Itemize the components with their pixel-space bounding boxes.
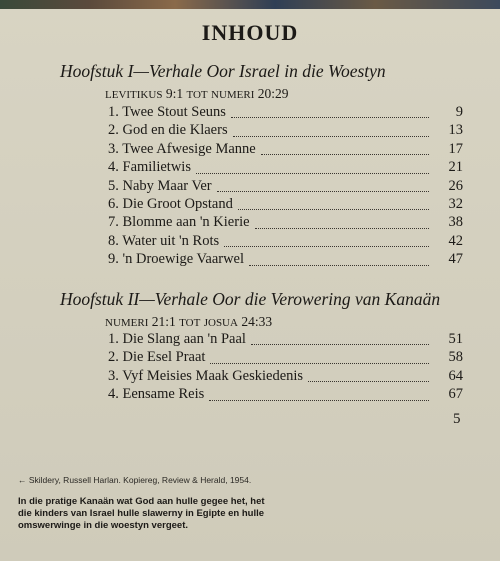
toc-entry-title bbox=[108, 386, 207, 403]
toc-entry-title bbox=[108, 159, 194, 176]
toc-entry-page: 51 bbox=[448, 331, 463, 347]
chapter-2-contents-list bbox=[108, 331, 463, 405]
toc-entry-page: 42 bbox=[448, 232, 463, 249]
toc-entry-number: 5. bbox=[108, 177, 119, 194]
toc-entry-title bbox=[108, 251, 247, 268]
toc-entry-text: Die Groot Opstand bbox=[122, 195, 233, 212]
toc-entry-page: 47 bbox=[448, 251, 463, 268]
toc-entry-number: 2. bbox=[108, 122, 119, 139]
toc-entry-title bbox=[108, 349, 208, 366]
toc-entry-text: Familietwis bbox=[122, 159, 191, 176]
toc-entry-page: 13 bbox=[448, 122, 463, 139]
range-book-end: JOSUA bbox=[203, 317, 238, 329]
toc-entry-page: 32 bbox=[448, 195, 463, 212]
toc-entry bbox=[108, 178, 463, 196]
illustration-edge bbox=[0, 0, 500, 9]
range-book-start: NUMERI bbox=[105, 317, 149, 329]
toc-entry-page: 21 bbox=[448, 159, 463, 176]
range-tot: TOT bbox=[179, 317, 201, 329]
range-book-start: LEVITIKUS bbox=[105, 89, 163, 101]
chapter-2-scripture-range bbox=[105, 314, 272, 330]
toc-entry-number: 9. bbox=[108, 251, 119, 268]
chapter-1-scripture-range bbox=[105, 86, 289, 102]
range-book-end: NUMERI bbox=[211, 89, 255, 101]
dot-leader bbox=[224, 245, 429, 247]
toc-entry-number: 1. bbox=[108, 331, 119, 347]
toc-entry-text: Naby Maar Ver bbox=[122, 177, 212, 194]
toc-entry-number: 4. bbox=[108, 386, 119, 403]
toc-entry-title bbox=[108, 368, 306, 385]
toc-entry bbox=[108, 196, 463, 214]
toc-entry-title bbox=[108, 196, 236, 213]
chapter-1-heading: Hoofstuk I—Verhale Oor Israel in die Woestyn bbox=[60, 61, 386, 81]
dot-leader bbox=[261, 153, 429, 155]
page-title: INHOUD bbox=[201, 20, 299, 45]
dot-leader bbox=[210, 362, 429, 364]
toc-entry-text: Die Esel Praat bbox=[122, 349, 206, 366]
toc-entry-page: 9 bbox=[455, 104, 463, 120]
toc-entry-page: 58 bbox=[448, 349, 463, 366]
toc-entry-number: 6. bbox=[108, 195, 119, 212]
image-credit: ← Skildery, Russell Harlan. Kopiereg, Review & Herald, 1954. bbox=[18, 475, 252, 485]
toc-entry bbox=[108, 122, 463, 140]
range-ref-end: 20:29 bbox=[257, 86, 289, 101]
toc-entry-text: Blomme aan 'n Kierie bbox=[122, 214, 250, 231]
image-caption: In die pratige Kanaän wat God aan hulle gegee het, het die kinders van Israel hulle slawerny in Egipte en hulle omswerwinge in die woestyn vergeet. bbox=[18, 496, 265, 531]
toc-entry-page: 64 bbox=[448, 367, 463, 384]
toc-entry-title bbox=[108, 331, 249, 348]
toc-entry-number: 4. bbox=[108, 159, 119, 176]
toc-entry bbox=[108, 331, 463, 349]
toc-entry-title bbox=[108, 104, 229, 121]
toc-entry-title bbox=[108, 178, 215, 195]
toc-entry-page: 67 bbox=[448, 386, 463, 403]
range-ref-start: 21:1 bbox=[151, 314, 176, 329]
range-tot: TOT bbox=[186, 89, 208, 101]
dot-leader bbox=[251, 343, 429, 345]
dot-leader bbox=[196, 172, 429, 174]
dot-leader bbox=[308, 380, 429, 382]
toc-entry bbox=[108, 251, 463, 269]
dot-leader bbox=[217, 190, 429, 192]
toc-entry-text: God en die Klaers bbox=[122, 122, 228, 139]
toc-entry-text: 'n Droewige Vaarwel bbox=[122, 251, 245, 268]
toc-entry-page: 38 bbox=[448, 214, 463, 231]
toc-entry-number: 3. bbox=[108, 140, 119, 157]
toc-entry-number: 3. bbox=[108, 367, 119, 384]
toc-entry-number: 7. bbox=[108, 214, 119, 231]
toc-entry-title bbox=[108, 233, 222, 250]
toc-entry bbox=[108, 159, 463, 177]
toc-entry-page: 26 bbox=[448, 177, 463, 194]
toc-entry-title bbox=[108, 141, 259, 158]
toc-entry bbox=[108, 386, 463, 404]
toc-entry bbox=[108, 141, 463, 159]
toc-entry-text: Die Slang aan 'n Paal bbox=[122, 331, 246, 347]
toc-entry-text: Water uit 'n Rots bbox=[122, 232, 220, 249]
toc-entry-page: 17 bbox=[448, 140, 463, 157]
toc-entry-text: Twee Stout Seuns bbox=[122, 104, 226, 120]
dot-leader bbox=[231, 116, 429, 118]
toc-entry bbox=[108, 233, 463, 251]
toc-entry bbox=[108, 349, 463, 367]
dot-leader bbox=[255, 227, 429, 229]
toc-entry bbox=[108, 104, 463, 122]
range-ref-end: 24:33 bbox=[241, 314, 273, 329]
dot-leader bbox=[233, 135, 429, 137]
toc-entry-number: 8. bbox=[108, 232, 119, 249]
dot-leader bbox=[238, 208, 429, 210]
range-ref-start: 9:1 bbox=[165, 86, 184, 101]
toc-entry-title bbox=[108, 122, 231, 139]
toc-entry-text: Vyf Meisies Maak Geskiedenis bbox=[122, 367, 304, 384]
dot-leader bbox=[209, 399, 429, 401]
toc-entry bbox=[108, 214, 463, 232]
chapter-2-heading: Hoofstuk II—Verhale Oor die Verowering van Kanaän bbox=[60, 289, 441, 309]
dot-leader bbox=[249, 264, 429, 266]
toc-entry-number: 1. bbox=[108, 104, 119, 120]
toc-entry-number: 2. bbox=[108, 349, 119, 366]
page-number: 5 bbox=[453, 411, 461, 427]
toc-entry-text: Eensame Reis bbox=[122, 386, 205, 403]
toc-entry bbox=[108, 368, 463, 386]
toc-entry-title bbox=[108, 214, 253, 231]
chapter-1-contents-list bbox=[108, 104, 463, 270]
toc-entry-text: Twee Afwesige Manne bbox=[122, 140, 256, 157]
